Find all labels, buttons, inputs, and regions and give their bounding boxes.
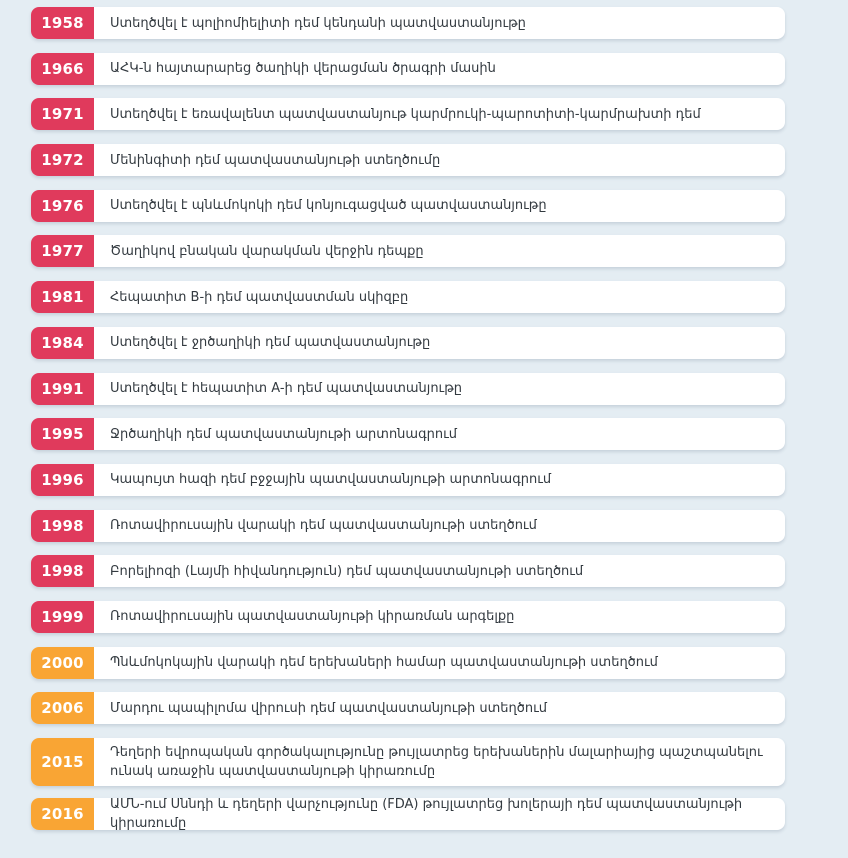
year-badge: 1991 <box>31 373 94 405</box>
timeline-row-1996 <box>31 464 785 496</box>
year-badge: 1998 <box>31 510 94 542</box>
timeline-row-1995 <box>31 418 785 450</box>
timeline-row-1972 <box>31 144 785 176</box>
year-badge: 2015 <box>31 738 94 786</box>
event-text: Ռոտավիրուսային պատվաստանյութի կիրառման արգելքը <box>110 609 515 625</box>
year-badge: 1966 <box>31 53 94 85</box>
year-badge: 1996 <box>31 464 94 496</box>
year-badge: 1972 <box>31 144 94 176</box>
event-text: Պնևմոկոկային վարակի դեմ երեխաների համար պատվաստանյութի ստեղծում <box>110 655 658 671</box>
event-text: Ստեղծվել է հեպատիտ A-ի դեմ պատվաստանյութը <box>110 381 463 396</box>
timeline-row-2006 <box>31 692 785 724</box>
timeline-row-1998-borreliosis <box>31 555 785 587</box>
year-badge: 1977 <box>31 235 94 267</box>
year-badge: 1998 <box>31 555 94 587</box>
event-text: Դեղերի եվրոպական գործակալությունը թույլատրեց երեխաներին մալարիայից պաշտպանելու ունակ առաջին պատվաստանյութի կիրառումը <box>110 745 763 779</box>
event-text: Ծաղիկով բնական վարակման վերջին դեպքը <box>110 243 424 259</box>
event-text: ԱՀԿ-ն հայտարարեց ծաղիկի վերացման ծրագրի մասին <box>110 61 496 77</box>
timeline-row-1976 <box>31 190 785 222</box>
timeline-row-1977 <box>31 235 785 267</box>
timeline-row-1998-rotavirus <box>31 510 785 542</box>
event-text: Ստեղծվել է եռավալենտ պատվաստանյութ կարմրուկի-պարոտիտի-կարմրախտի դեմ <box>110 106 701 122</box>
timeline-row-1971 <box>31 98 785 130</box>
year-badge: 1999 <box>31 601 94 633</box>
event-text: Մարդու պապիլոմա վիրուսի դեմ պատվաստանյութի ստեղծում <box>110 700 547 716</box>
timeline-row-1981 <box>31 281 785 313</box>
event-text: Ստեղծվել է պնևմոկոկի դեմ կոնյուգացված պատվաստանյութը <box>110 198 547 214</box>
year-badge: 1981 <box>31 281 94 313</box>
year-badge: 1984 <box>31 327 94 359</box>
timeline-row-2000 <box>31 647 785 679</box>
timeline-row-1958 <box>31 7 785 39</box>
event-text: Կապույտ հազի դեմ բջջային պատվաստանյութի արտոնագրում <box>110 472 552 488</box>
event-text: ԱՄՆ-ում Սննդի և դեղերի վարչությունը (FDA) թույլատրեց խոլերայի դեմ պատվաստանյութի կիրառումը <box>110 797 743 831</box>
timeline-row-1966 <box>31 53 785 85</box>
event-text: Հեպատիտ B-ի դեմ պատվաստման սկիզբը <box>110 289 409 305</box>
year-badge: 2006 <box>31 692 94 724</box>
timeline-row-1999 <box>31 601 785 633</box>
year-badge: 1958 <box>31 7 94 39</box>
timeline-row-1984 <box>31 327 785 359</box>
year-badge: 1995 <box>31 418 94 450</box>
event-text: Ստեղծվել է ջրծաղիկի դեմ պատվաստանյութը <box>110 335 431 351</box>
event-text: Ռոտավիրուսային վարակի դեմ պատվաստանյութի ստեղծում <box>110 518 537 534</box>
timeline-row-1991 <box>31 373 785 405</box>
event-text: Ջրծաղիկի դեմ պատվաստանյութի արտոնագրում <box>110 426 458 442</box>
year-badge: 1976 <box>31 190 94 222</box>
timeline-row-2016 <box>31 798 785 830</box>
event-text: Մենինգիտի դեմ պատվաստանյութի ստեղծումը <box>110 152 441 168</box>
timeline-row-2015 <box>31 738 785 786</box>
timeline <box>31 7 785 844</box>
year-badge: 1971 <box>31 98 94 130</box>
year-badge: 2016 <box>31 798 94 830</box>
event-text: Ստեղծվել է պոլիոմիելիտի դեմ կենդանի պատվաստանյութը <box>110 15 526 31</box>
event-text: Բորելիոզի (Լայմի հիվանդություն) դեմ պատվաստանյութի ստեղծում <box>110 563 584 579</box>
year-badge: 2000 <box>31 647 94 679</box>
